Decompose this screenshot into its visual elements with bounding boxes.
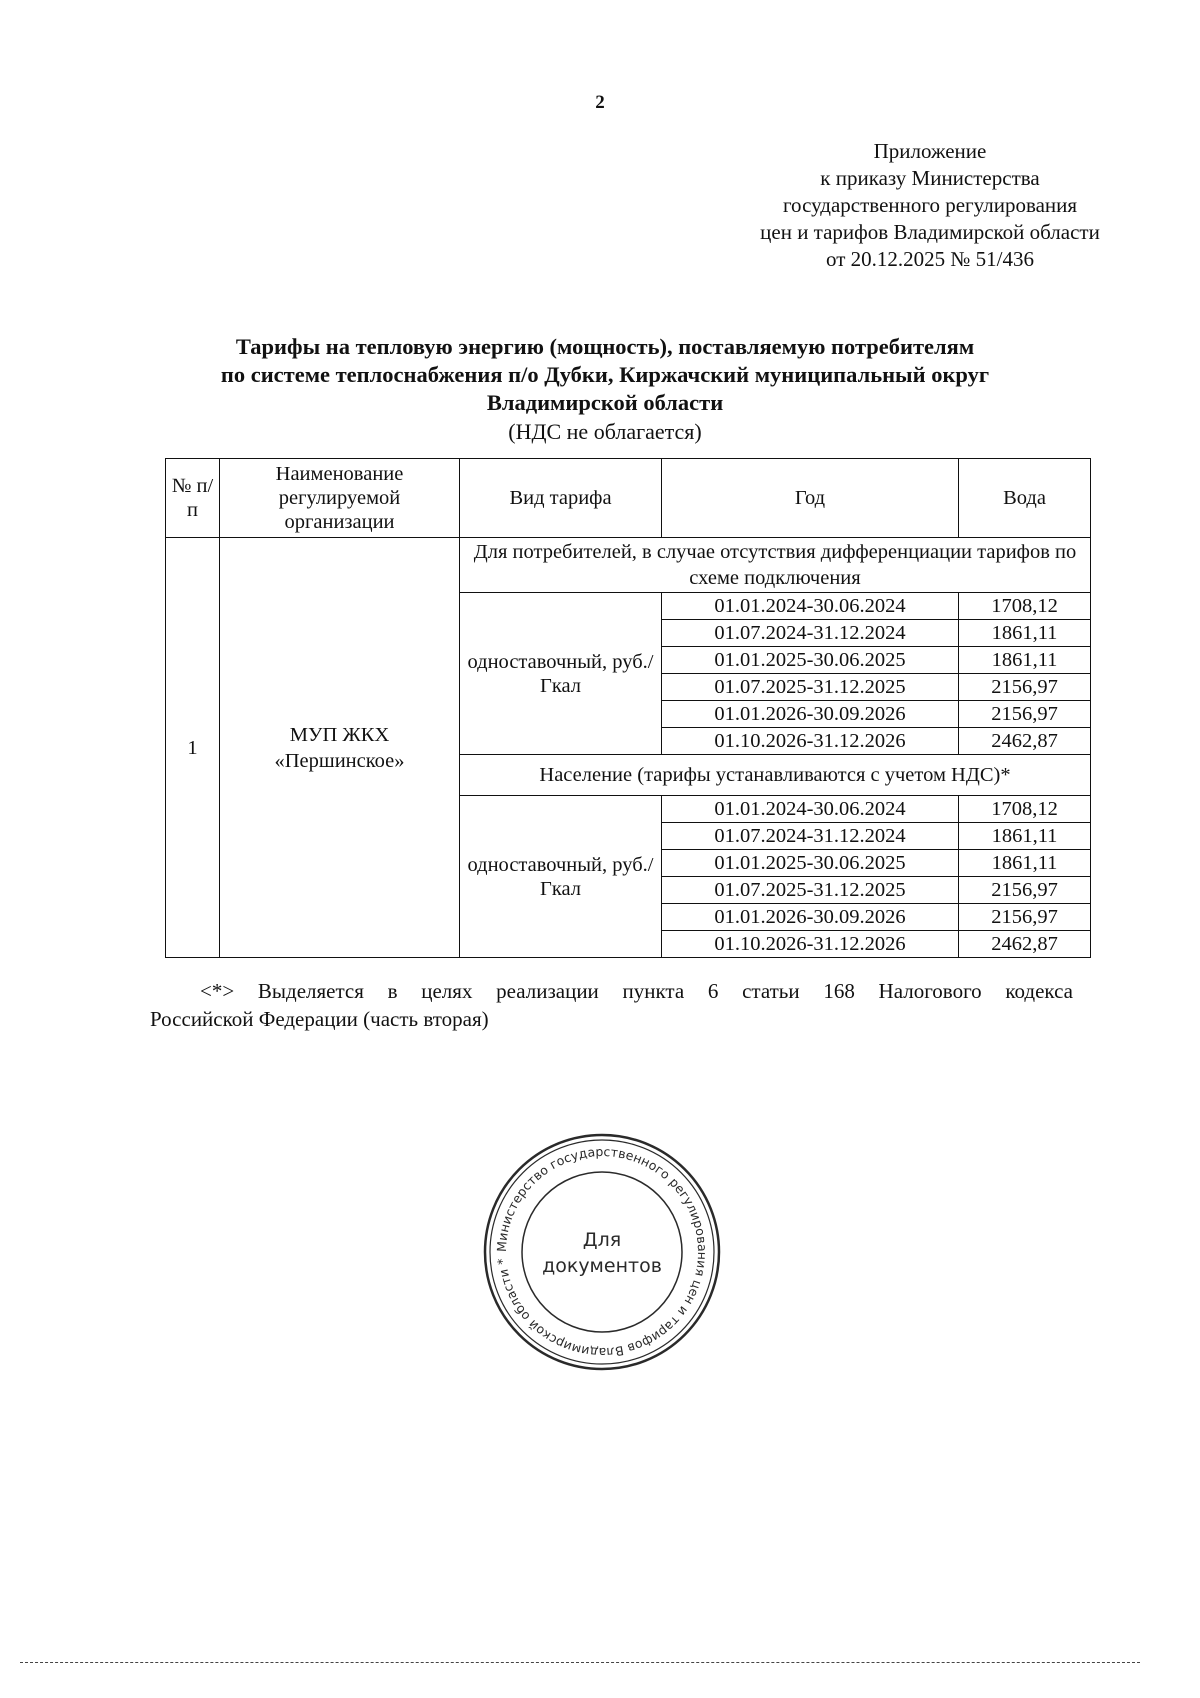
header-num: № п/п [166,459,220,538]
appendix-line: от 20.12.2025 № 51/436 [825,247,1035,271]
section-row [166,538,1091,593]
water-value-cell: 1861,11 [959,647,1091,674]
water-value-cell: 2156,97 [959,674,1091,701]
document-subtitle: (НДС не облагается) [508,419,702,444]
period-cell: 01.07.2024-31.12.2024 [662,620,959,647]
water-value-cell: 1708,12 [959,796,1091,823]
water-value-cell: 2156,97 [959,904,1091,931]
footer-divider [20,1662,1140,1663]
tariff-type-cell: одноставочный, руб./Гкал [460,593,662,755]
title-line: по системе теплоснабжения п/о Дубки, Киржачский муниципальный округ [220,362,990,387]
section-title: Для потребителей, в случае отсутствия дифференциации тарифов по схеме подключения [460,538,1091,593]
appendix-block [700,138,1160,273]
appendix-line: цен и тарифов Владимирской области [760,220,1100,244]
title-line: Владимирской области [486,390,724,415]
period-cell: 01.10.2026-31.12.2026 [662,931,959,958]
tariff-table [165,458,1091,958]
header-year: Год [662,459,959,538]
page-number: 2 [595,92,605,113]
period-cell: 01.01.2026-30.09.2026 [662,701,959,728]
title-line: Тарифы на тепловую энергию (мощность), поставляемую потребителям [235,334,975,359]
water-value-cell: 2156,97 [959,877,1091,904]
water-value-cell: 2462,87 [959,931,1091,958]
water-value-cell: 1861,11 [959,620,1091,647]
footnote-line: Российской Федерации (часть вторая) [150,1007,489,1031]
header-tariff-type: Вид тарифа [460,459,662,538]
footnote [150,977,1073,1033]
document-title [150,333,1060,417]
seal-graphic [482,1132,722,1372]
period-cell: 01.10.2026-31.12.2026 [662,728,959,755]
organization-name: МУП ЖКХ «Першинское» [220,538,460,958]
appendix-line: государственного регулирования [782,193,1078,217]
footnote-line: <*> Выделяется в целях реализации пункта 6 статьи 168 Налогового кодекса [200,979,1073,1003]
appendix-line: к приказу Министерства [820,166,1040,190]
period-cell: 01.07.2025-31.12.2025 [662,877,959,904]
water-value-cell: 2462,87 [959,728,1091,755]
water-value-cell: 1708,12 [959,593,1091,620]
section-title: Население (тарифы устанавливаются с учетом НДС)* [460,755,1091,796]
period-cell: 01.01.2024-30.06.2024 [662,593,959,620]
seal-center-line: документов [542,1255,662,1277]
appendix-line: Приложение [873,139,987,163]
water-value-cell: 1861,11 [959,850,1091,877]
row-number: 1 [166,538,220,958]
header-organization: Наименование регулируемой организации [220,459,460,538]
period-cell: 01.07.2024-31.12.2024 [662,823,959,850]
period-cell: 01.01.2024-30.06.2024 [662,796,959,823]
seal-ring-text: Министерство государственного регулирования цен и тарифов Владимирской области * [493,1143,711,1361]
header-water: Вода [959,459,1091,538]
period-cell: 01.01.2026-30.09.2026 [662,904,959,931]
table-header-row [166,459,1091,538]
official-seal [482,1132,722,1372]
period-cell: 01.01.2025-30.06.2025 [662,850,959,877]
period-cell: 01.07.2025-31.12.2025 [662,674,959,701]
tariff-type-cell: одноставочный, руб./Гкал [460,796,662,958]
water-value-cell: 1861,11 [959,823,1091,850]
water-value-cell: 2156,97 [959,701,1091,728]
seal-center-line: Для [582,1229,622,1251]
period-cell: 01.01.2025-30.06.2025 [662,647,959,674]
